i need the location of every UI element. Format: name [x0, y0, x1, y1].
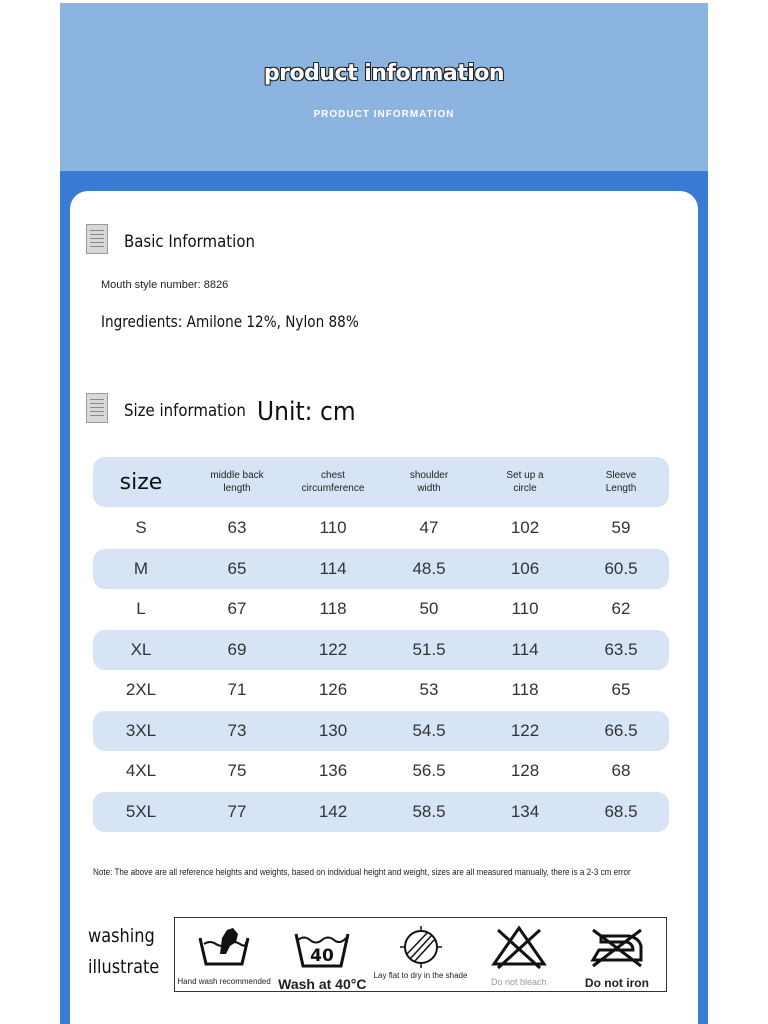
- table-cell: 2XL: [125, 680, 157, 700]
- dry-shade-icon: [396, 924, 446, 970]
- care-item: [568, 918, 666, 991]
- table-cell: 65: [227, 558, 247, 578]
- hand-wash-icon: [196, 924, 252, 970]
- table-cell: 102: [510, 518, 540, 538]
- care-item: [175, 918, 273, 991]
- care-item: [273, 918, 371, 991]
- table-cell: 77: [227, 801, 247, 821]
- header-text: circumference: [301, 483, 365, 494]
- table-cell: 62: [611, 599, 631, 619]
- header-back-length: [189, 469, 285, 495]
- table-cell: 68.5: [604, 801, 638, 821]
- table-cell: 114: [511, 639, 539, 659]
- table-cell: 71: [227, 680, 247, 700]
- header-text: size: [119, 469, 163, 495]
- table-cell: 67: [227, 599, 247, 619]
- table-cell: 122: [510, 720, 540, 740]
- care-item: [470, 918, 568, 991]
- header-shoulder: [381, 469, 477, 495]
- table-cell: 69: [227, 639, 247, 659]
- header-text: shoulder: [409, 470, 449, 481]
- table-cell: 134: [510, 801, 540, 821]
- table-row: [93, 630, 669, 671]
- care-text: Lay flat to dry in the shade: [373, 971, 468, 980]
- care-text: Wash at 40°C: [278, 976, 367, 992]
- header-text: middle back: [210, 470, 264, 481]
- table-cell: 51.5: [412, 639, 446, 659]
- table-cell: 75: [227, 761, 247, 781]
- table-cell: 68: [611, 761, 631, 781]
- no-iron-icon: [587, 924, 647, 970]
- wash-40-icon: [292, 924, 352, 970]
- washing-label-line: washing: [88, 925, 155, 947]
- banner-subtitle: PRODUCT INFORMATION: [313, 109, 455, 120]
- table-cell: 48.5: [412, 558, 446, 578]
- table-cell: 56.5: [412, 761, 446, 781]
- header-text: width: [417, 483, 441, 494]
- washing-instructions: [174, 917, 667, 992]
- document-icon: [86, 224, 108, 254]
- header-banner: [60, 3, 708, 171]
- table-cell: 54.5: [412, 720, 446, 740]
- table-cell: 53: [419, 680, 439, 700]
- table-row: [93, 751, 669, 792]
- no-bleach-icon: [490, 924, 548, 970]
- table-row: [93, 670, 669, 711]
- table-cell: L: [136, 599, 146, 619]
- table-cell: 106: [510, 558, 540, 578]
- table-cell: 47: [419, 518, 439, 538]
- header-size: [93, 469, 189, 495]
- table-cell: 63.5: [604, 639, 638, 659]
- table-cell: XL: [130, 639, 152, 659]
- table-cell: 136: [318, 761, 348, 781]
- table-cell: 114: [319, 558, 347, 578]
- washing-label-line: illustrate: [88, 956, 160, 978]
- size-note: Note: The above are all reference heights and weights, based on individual height and weight, sizes are all measured manually, there is a 2-3 cm error: [93, 867, 631, 877]
- table-cell: 65: [611, 680, 631, 700]
- table-row: [93, 711, 669, 752]
- table-cell: 118: [511, 680, 539, 700]
- table-cell: 3XL: [125, 720, 157, 740]
- header-text: circle: [513, 483, 537, 494]
- table-cell: 66.5: [604, 720, 638, 740]
- table-cell: 4XL: [125, 761, 157, 781]
- table-cell: 110: [511, 599, 539, 619]
- table-cell: 130: [318, 720, 348, 740]
- temperature-text: 40: [310, 946, 335, 966]
- header-text: Length: [605, 483, 637, 494]
- table-cell: 5XL: [125, 801, 157, 821]
- ingredients: Ingredients: Amilone 12%, Nylon 88%: [101, 312, 359, 331]
- style-number: Mouth style number: 8826: [101, 279, 229, 291]
- table-row: [93, 508, 669, 549]
- table-cell: S: [135, 518, 147, 538]
- table-cell: 110: [319, 518, 347, 538]
- table-row: [93, 589, 669, 630]
- table-header-row: [93, 457, 669, 507]
- table-cell: 50: [419, 599, 439, 619]
- size-table: [93, 457, 669, 832]
- size-info-title: Size information: [124, 401, 246, 421]
- table-cell: 128: [510, 761, 540, 781]
- care-text: Do not bleach: [490, 977, 547, 987]
- header-text: length: [223, 483, 251, 494]
- table-cell: 126: [318, 680, 348, 700]
- table-cell: 142: [318, 801, 348, 821]
- header-text: chest: [321, 470, 345, 481]
- table-cell: 59: [611, 518, 631, 538]
- table-cell: 60.5: [604, 558, 638, 578]
- table-cell: 58.5: [412, 801, 446, 821]
- unit-label: Unit: cm: [257, 397, 356, 427]
- header-text: Set up a: [506, 470, 544, 481]
- table-cell: 122: [318, 639, 348, 659]
- care-item: [371, 918, 469, 991]
- care-text: Hand wash recommended: [177, 977, 271, 986]
- table-cell: M: [133, 558, 149, 578]
- banner-title: product information: [263, 61, 505, 86]
- table-cell: 63: [227, 518, 247, 538]
- header-text: Sleeve: [605, 470, 637, 481]
- washing-label: [88, 921, 159, 983]
- basic-info-title: Basic Information: [124, 232, 255, 252]
- header-chest: [285, 469, 381, 495]
- content-card: [70, 191, 698, 1024]
- header-sleeve: [573, 469, 669, 495]
- care-text: Do not iron: [584, 976, 649, 990]
- table-cell: 118: [319, 599, 347, 619]
- header-circle: [477, 469, 573, 495]
- table-row: [93, 792, 669, 833]
- page-frame: [60, 3, 708, 1024]
- table-cell: 73: [227, 720, 247, 740]
- table-row: [93, 549, 669, 590]
- document-icon: [86, 393, 108, 423]
